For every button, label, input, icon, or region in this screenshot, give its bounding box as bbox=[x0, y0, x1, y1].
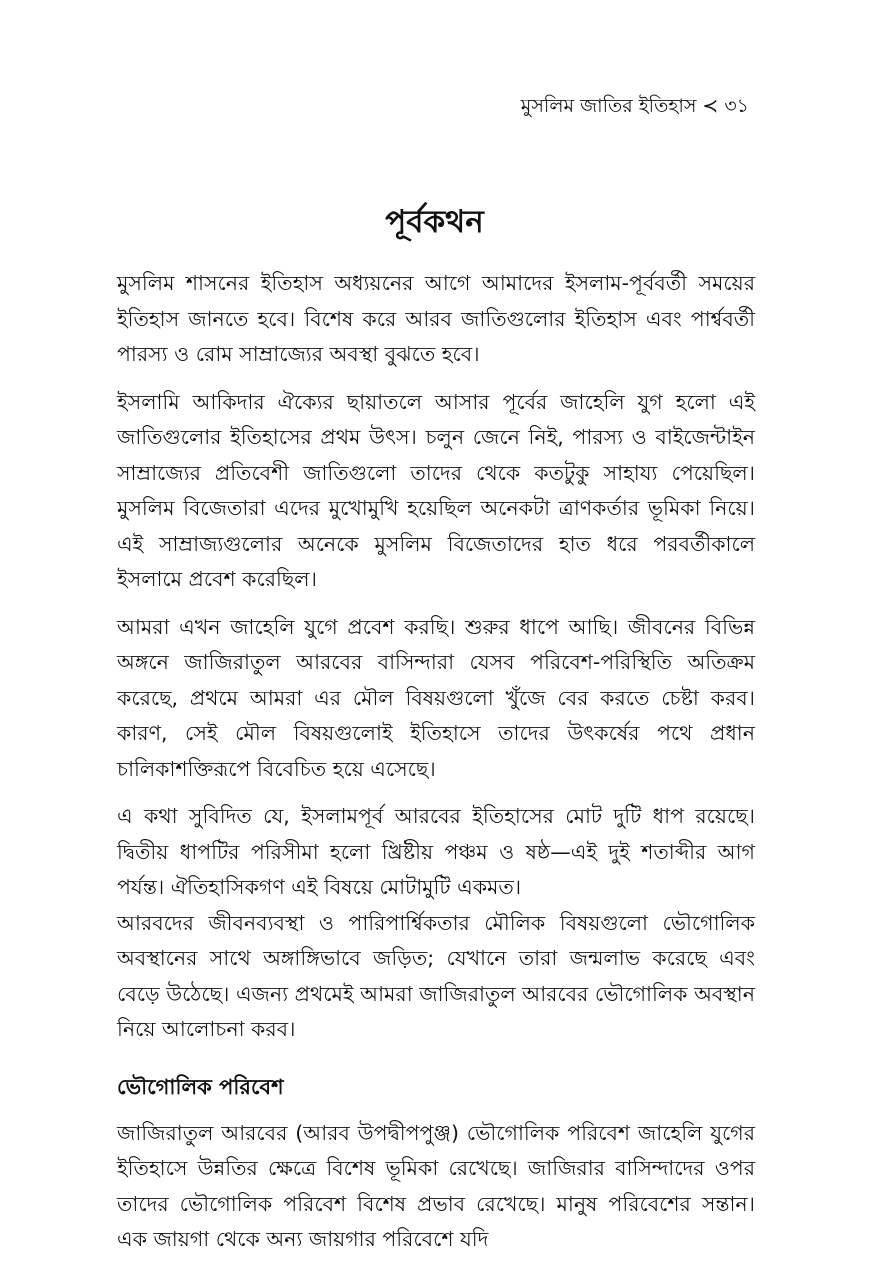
paragraph-2: ইসলামি আকিদার ঐক্যের ছায়াতলে আসার পূর্বের জাহেলি যুগ হলো এই জাতিগুলোর ইতিহাসের প্রথম উৎস। চলুন জেনে নিই, পারস্য ও বাইজেন্টাইন সাম্রাজ্যের প্রতিবেশী জাতিগুলো তাদের থেকে কতটুকু সাহায্য পেয়েছিল। মুসলিম বিজেতারা এদের মুখোমুখি হয়েছিল অনেকটা ত্রাণকর্তার ভূমিকা নিয়ে। এই সাম্রাজ্যগুলোর অনেকে মুসলিম বিজেতাদের হাত ধরে পরবর্তীকালে ইসলামে প্রবেশ করেছিল। bbox=[117, 389, 755, 591]
page-number: ৩১ bbox=[724, 95, 749, 117]
running-header-separator: ≺ bbox=[702, 95, 719, 117]
body-text bbox=[117, 266, 755, 1258]
running-header bbox=[521, 92, 749, 120]
paragraph-4: এ কথা সুবিদিত যে, ইসলামপূর্ব আরবের ইতিহাসের মোট দুটি ধাপ রয়েছে। দ্বিতীয় ধাপটির পরিসীমা হলো খ্রিষ্টীয় পঞ্চম ও ষষ্ঠ—এই দুই শতাব্দীর আগ পর্যন্ত। ঐতিহাসিকগণ এই বিষয়ে মোটামুটি একমত। bbox=[117, 804, 755, 899]
section-heading: ভৌগোলিক পরিবেশ bbox=[117, 1074, 284, 1099]
running-header-title: মুসলিম জাতির ইতিহাস bbox=[520, 95, 697, 117]
chapter-title: পূর্বকথন bbox=[385, 204, 484, 240]
paragraph-5: আরবদের জীবনব্যবস্থা ও পারিপার্শ্বিকতার মৌলিক বিষয়গুলো ভৌগোলিক অবস্থানের সাথে অঙ্গাঙ্গিভাবে জড়িত; যেখানে তারা জন্মলাভ করেছে এবং বেড়ে উঠেছে। এজন্য প্রথমেই আমরা জাজিরাতুল আরবের ভৌগোলিক অবস্থান নিয়ে আলোচনা করব। bbox=[117, 910, 755, 1041]
paragraph-3: আমরা এখন জাহেলি যুগে প্রবেশ করছি। শুরুর ধাপে আছি। জীবনের বিভিন্ন অঙ্গনে জাজিরাতুল আরবের বাসিন্দারা যেসব পরিবেশ-পরিস্থিতি অতিক্রম করেছে, প্রথমে আমরা এর মৌল বিষয়গুলো খুঁজে বের করতে চেষ্টা করব। কারণ, সেই মৌল বিষয়গুলোই ইতিহাসে তাদের উৎকর্ষের পথে প্রধান চালিকাশক্তিরূপে বিবেচিত হয়ে এসেছে। bbox=[117, 614, 755, 781]
section-paragraph: জাজিরাতুল আরবের (আরব উপদ্বীপপুঞ্জ) ভৌগোলিক পরিবেশ জাহেলি যুগের ইতিহাসে উন্নতির ক্ষেত্রে বিশেষ ভূমিকা রেখেছে। জাজিরার বাসিন্দাদের ওপর তাদের ভৌগোলিক পরিবেশ বিশেষ প্রভাব রেখেছে। মানুষ পরিবেশের সন্তান। এক জায়গা থেকে অন্য জায়গার পরিবেশে যদি bbox=[117, 1120, 755, 1251]
paragraph-1: মুসলিম শাসনের ইতিহাস অধ্যয়নের আগে আমাদের ইসলাম-পূর্ববর্তী সময়ের ইতিহাস জানতে হবে। বিশেষ করে আরব জাতিগুলোর ইতিহাস এবং পার্শ্ববর্তী পারস্য ও রোম সাম্রাজ্যের অবস্থা বুঝতে হবে। bbox=[117, 271, 755, 366]
